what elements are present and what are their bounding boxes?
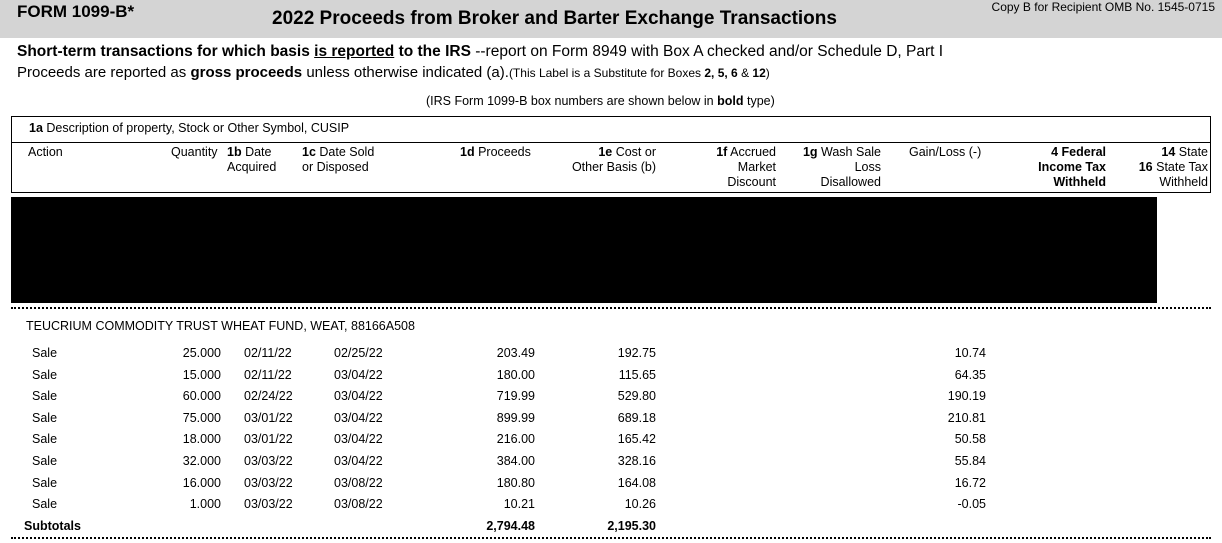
row-action: Sale [32,410,58,425]
row-action: Sale [32,475,58,490]
row-quantity: 15.000 [182,367,221,382]
form-number: FORM 1099-B* [17,2,135,21]
row-cost-basis: 115.65 [618,367,656,382]
heading-is-reported: is reported [314,43,395,60]
dotted-separator-bottom [11,537,1211,539]
row-gain-loss: 16.72 [954,475,986,490]
row-date-sold: 03/04/22 [334,432,383,447]
row-date-acquired: 03/03/22 [244,497,293,512]
row-cost-basis: 529.80 [617,389,656,404]
col-quantity: Quantity [171,145,218,159]
col-wash-sale: 1g Wash Sale Loss Disallowed [802,145,881,189]
short-term-heading [17,43,943,61]
col-gain-loss: Gain/Loss (-) [909,145,982,159]
row-date-sold: 03/04/22 [334,367,383,382]
row-action: Sale [32,497,58,512]
row-quantity: 1.000 [189,497,221,512]
row-date-sold: 03/08/22 [334,497,383,512]
security-description: TEUCRIUM COMMODITY TRUST WHEAT FUND, WEAT, 88166A508 [26,319,415,333]
row-date-sold: 03/08/22 [334,475,383,490]
irs-box-note: (IRS Form 1099-B box numbers are shown below in bold type) [426,94,775,108]
gross-proceeds-line [17,64,770,81]
row-proceeds: 180.80 [496,475,535,490]
row-date-acquired: 02/11/22 [244,367,292,382]
row-gain-loss: 10.74 [954,346,986,360]
row-proceeds: 216.00 [496,432,535,447]
row-cost-basis: 165.42 [617,432,656,447]
row-action: Sale [32,346,58,360]
row-proceeds: 180.00 [496,367,535,382]
row-date-sold: 02/25/22 [334,346,383,360]
subtotals-label: Subtotals [24,519,81,533]
row-gain-loss: 210.81 [947,410,986,425]
row-quantity: 18.000 [182,432,221,447]
row-quantity: 16.000 [182,475,221,490]
col-proceeds: 1d Proceeds [460,145,531,159]
row-date-acquired: 03/01/22 [244,432,293,447]
col-federal-tax: 4 Federal Income Tax Withheld [1038,145,1106,189]
substitute-label: (This Label is a Substitute for Boxes 2, 5, 6 & 12) [508,66,770,80]
col-date-acquired: 1b Date Acquired [227,145,277,174]
row-proceeds: 384.00 [496,454,535,468]
row-date-sold: 03/04/22 [334,454,383,468]
col-description: 1a Description of property, Stock or Other Symbol, CUSIP [29,121,350,135]
dotted-separator-top [11,307,1211,309]
form-title: 2022 Proceeds from Broker and Barter Exchange Transactions [272,8,837,29]
row-action: Sale [32,454,58,468]
col-action: Action [28,145,63,159]
row-date-acquired: 02/24/22 [244,389,293,404]
col-accrued-discount: 1f Accrued Market Discount [716,145,776,189]
row-date-acquired: 03/03/22 [244,475,293,490]
row-proceeds: 203.49 [496,346,535,360]
row-gain-loss: -0.05 [957,497,986,512]
subtotal-proceeds: 2,794.48 [486,519,535,533]
row-cost-basis: 328.16 [617,454,656,468]
row-gain-loss: 50.58 [954,432,986,447]
row-action: Sale [32,367,58,382]
col-state: 14 State 16 State Tax Withheld [1138,145,1208,189]
row-quantity: 25.000 [182,346,221,360]
row-proceeds: 899.99 [496,410,535,425]
row-date-acquired: 03/01/22 [244,410,293,425]
row-date-sold: 03/04/22 [334,389,383,404]
row-date-sold: 03/04/22 [334,410,383,425]
row-date-acquired: 02/11/22 [244,346,292,360]
row-proceeds: 10.21 [503,497,535,512]
header-divider [12,142,1210,143]
row-quantity: 60.000 [182,389,221,404]
col-cost-basis: 1e Cost or Other Basis (b) [571,145,656,174]
row-action: Sale [32,389,58,404]
gross-proceeds-bold: gross proceeds [190,64,303,81]
line2-part-b: unless otherwise indicated (a). [306,64,509,81]
subtotal-cost: 2,195.30 [607,519,656,533]
row-cost-basis: 192.75 [617,346,656,360]
row-date-acquired: 03/03/22 [244,454,293,468]
row-gain-loss: 64.35 [954,367,986,382]
row-gain-loss: 55.84 [954,454,986,468]
redacted-block [11,197,1157,303]
col-date-sold: 1c Date Sold or Disposed [302,145,375,174]
row-proceeds: 719.99 [496,389,535,404]
heading-rest: --report on Form 8949 with Box A checked and/or Schedule D, Part I [475,43,944,60]
row-cost-basis: 164.08 [617,475,656,490]
heading-bold-2: to the IRS [398,43,471,60]
row-gain-loss: 190.19 [947,389,986,404]
row-action: Sale [32,432,58,447]
row-cost-basis: 10.26 [624,497,656,512]
row-cost-basis: 689.18 [617,410,656,425]
row-quantity: 32.000 [182,454,221,468]
line2-part-a: Proceeds are reported as [17,64,187,81]
heading-bold-1: Short-term transactions for which basis [17,43,310,60]
row-quantity: 75.000 [182,410,221,425]
copy-b-label: Copy B for Recipient OMB No. 1545-0715 [991,0,1215,14]
